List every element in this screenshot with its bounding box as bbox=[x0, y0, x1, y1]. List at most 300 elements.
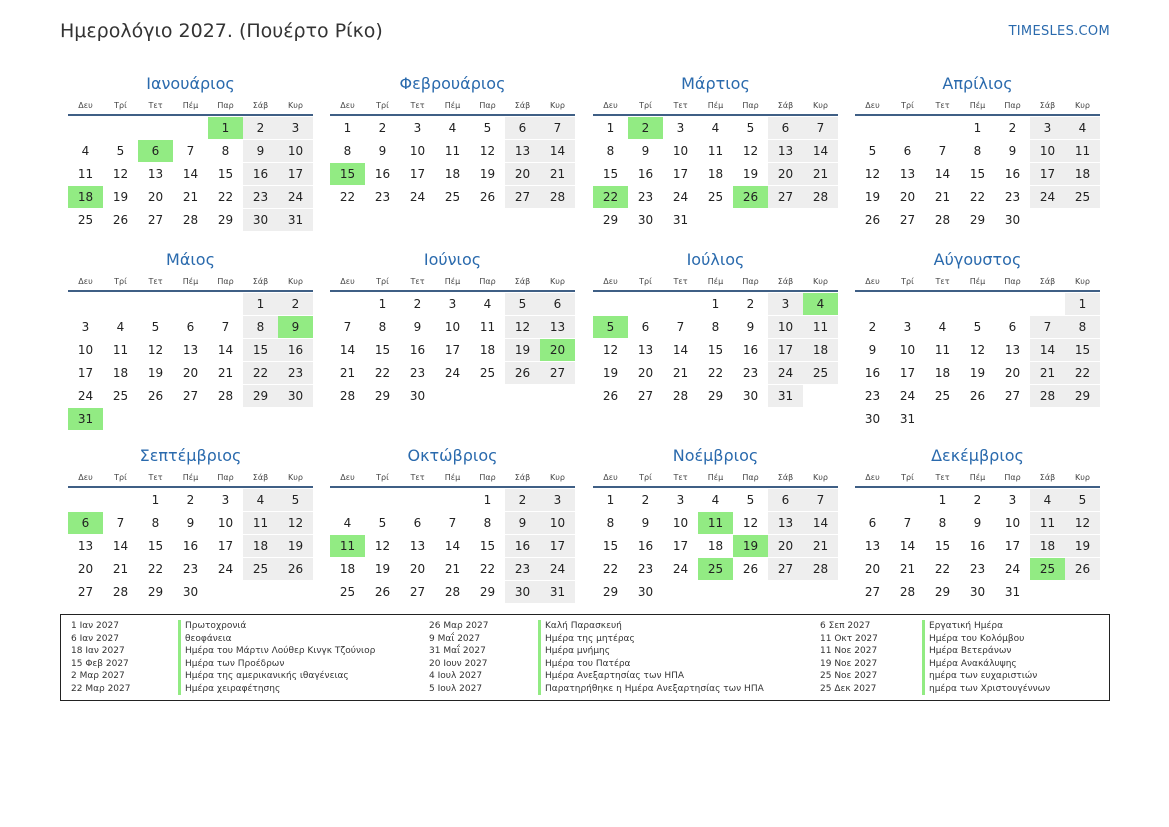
day-cell[interactable]: 29 bbox=[1065, 385, 1100, 407]
day-cell[interactable]: 20 bbox=[77, 562, 94, 576]
day-cell[interactable]: 8 bbox=[483, 516, 492, 530]
day-cell[interactable]: 15 bbox=[602, 167, 619, 181]
day-cell[interactable]: 1 bbox=[343, 121, 352, 135]
day-cell[interactable]: 20 bbox=[505, 163, 540, 185]
day-cell[interactable]: 28 bbox=[540, 186, 575, 208]
day-cell[interactable]: 13 bbox=[768, 512, 803, 534]
day-cell[interactable]: 23 bbox=[742, 366, 759, 380]
day-cell[interactable]: 5 bbox=[746, 121, 755, 135]
day-cell[interactable]: 27 bbox=[899, 213, 916, 227]
day-cell[interactable]: 12 bbox=[112, 167, 129, 181]
day-cell[interactable]: 16 bbox=[637, 167, 654, 181]
day-cell[interactable]: 12 bbox=[505, 316, 540, 338]
day-cell[interactable]: 21 bbox=[803, 535, 838, 557]
day-cell[interactable]: 2 bbox=[641, 493, 650, 507]
day-cell[interactable]: 26 bbox=[505, 362, 540, 384]
day-cell[interactable]: 7 bbox=[116, 516, 125, 530]
day-cell[interactable]: 1 bbox=[151, 493, 160, 507]
day-cell[interactable]: 15 bbox=[217, 167, 234, 181]
day-cell[interactable]: 20 bbox=[864, 562, 881, 576]
day-cell[interactable]: 19 bbox=[479, 167, 496, 181]
day-cell[interactable]: 12 bbox=[602, 343, 619, 357]
day-cell[interactable]: 30 bbox=[243, 209, 278, 231]
day-cell[interactable]: 5 bbox=[378, 516, 387, 530]
day-cell[interactable]: 2 bbox=[973, 493, 982, 507]
day-cell[interactable]: 22 bbox=[934, 562, 951, 576]
day-cell[interactable]: 4 bbox=[483, 297, 492, 311]
day-cell[interactable]: 14 bbox=[672, 343, 689, 357]
site-link[interactable]: TIMESLES.COM bbox=[1008, 24, 1110, 39]
day-cell[interactable]: 5 bbox=[278, 489, 313, 511]
day-cell[interactable]: 24 bbox=[77, 389, 94, 403]
day-cell[interactable]: 2 bbox=[243, 117, 278, 139]
day-cell[interactable]: 31 bbox=[278, 209, 313, 231]
day-cell[interactable]: 15 bbox=[330, 163, 365, 185]
day-cell[interactable]: 26 bbox=[969, 389, 986, 403]
day-cell[interactable]: 14 bbox=[112, 539, 129, 553]
day-cell[interactable]: 1 bbox=[938, 493, 947, 507]
day-cell[interactable]: 28 bbox=[112, 585, 129, 599]
day-cell[interactable]: 1 bbox=[483, 493, 492, 507]
day-cell[interactable]: 21 bbox=[899, 562, 916, 576]
day-cell[interactable]: 14 bbox=[803, 140, 838, 162]
day-cell[interactable]: 26 bbox=[733, 186, 768, 208]
day-cell[interactable]: 21 bbox=[672, 366, 689, 380]
day-cell[interactable]: 8 bbox=[606, 516, 615, 530]
day-cell[interactable]: 27 bbox=[637, 389, 654, 403]
day-cell[interactable]: 11 bbox=[112, 343, 129, 357]
day-cell[interactable]: 12 bbox=[479, 144, 496, 158]
day-cell[interactable]: 2 bbox=[278, 293, 313, 315]
day-cell[interactable]: 11 bbox=[1065, 140, 1100, 162]
day-cell[interactable]: 18 bbox=[444, 167, 461, 181]
day-cell[interactable]: 9 bbox=[641, 516, 650, 530]
day-cell[interactable]: 13 bbox=[182, 343, 199, 357]
day-cell[interactable]: 1 bbox=[243, 293, 278, 315]
day-cell[interactable]: 4 bbox=[711, 121, 720, 135]
day-cell[interactable]: 17 bbox=[77, 366, 94, 380]
day-cell[interactable]: 1 bbox=[711, 297, 720, 311]
day-cell[interactable]: 6 bbox=[138, 140, 173, 162]
day-cell[interactable]: 19 bbox=[147, 366, 164, 380]
day-cell[interactable]: 15 bbox=[243, 339, 278, 361]
day-cell[interactable]: 4 bbox=[1030, 489, 1065, 511]
day-cell[interactable]: 24 bbox=[899, 389, 916, 403]
day-cell[interactable]: 5 bbox=[1065, 489, 1100, 511]
day-cell[interactable]: 10 bbox=[278, 140, 313, 162]
day-cell[interactable]: 25 bbox=[444, 190, 461, 204]
day-cell[interactable]: 21 bbox=[1030, 362, 1065, 384]
day-cell[interactable]: 24 bbox=[672, 562, 689, 576]
day-cell[interactable]: 14 bbox=[1030, 339, 1065, 361]
day-cell[interactable]: 31 bbox=[899, 412, 916, 426]
day-cell[interactable]: 15 bbox=[602, 539, 619, 553]
day-cell[interactable]: 29 bbox=[217, 213, 234, 227]
day-cell[interactable]: 20 bbox=[768, 163, 803, 185]
day-cell[interactable]: 13 bbox=[864, 539, 881, 553]
day-cell[interactable]: 16 bbox=[409, 343, 426, 357]
day-cell[interactable]: 28 bbox=[182, 213, 199, 227]
day-cell[interactable]: 29 bbox=[602, 213, 619, 227]
day-cell[interactable]: 17 bbox=[217, 539, 234, 553]
day-cell[interactable]: 25 bbox=[1065, 186, 1100, 208]
day-cell[interactable]: 16 bbox=[864, 366, 881, 380]
day-cell[interactable]: 29 bbox=[243, 385, 278, 407]
day-cell[interactable]: 11 bbox=[803, 316, 838, 338]
day-cell[interactable]: 23 bbox=[505, 558, 540, 580]
day-cell[interactable]: 4 bbox=[243, 489, 278, 511]
day-cell[interactable]: 16 bbox=[637, 539, 654, 553]
day-cell[interactable]: 28 bbox=[803, 186, 838, 208]
day-cell[interactable]: 8 bbox=[606, 144, 615, 158]
day-cell[interactable]: 10 bbox=[409, 144, 426, 158]
day-cell[interactable]: 4 bbox=[116, 320, 125, 334]
day-cell[interactable]: 17 bbox=[672, 167, 689, 181]
day-cell[interactable]: 17 bbox=[1030, 163, 1065, 185]
day-cell[interactable]: 11 bbox=[330, 535, 365, 557]
day-cell[interactable]: 23 bbox=[278, 362, 313, 384]
day-cell[interactable]: 30 bbox=[864, 412, 881, 426]
day-cell[interactable]: 26 bbox=[602, 389, 619, 403]
day-cell[interactable]: 17 bbox=[409, 167, 426, 181]
day-cell[interactable]: 21 bbox=[803, 163, 838, 185]
day-cell[interactable]: 4 bbox=[1065, 117, 1100, 139]
day-cell[interactable]: 23 bbox=[864, 389, 881, 403]
day-cell[interactable]: 6 bbox=[186, 320, 195, 334]
day-cell[interactable]: 13 bbox=[147, 167, 164, 181]
day-cell[interactable]: 1 bbox=[378, 297, 387, 311]
day-cell[interactable]: 27 bbox=[409, 585, 426, 599]
day-cell[interactable]: 23 bbox=[637, 562, 654, 576]
day-cell[interactable]: 18 bbox=[1030, 535, 1065, 557]
day-cell[interactable]: 23 bbox=[243, 186, 278, 208]
day-cell[interactable]: 7 bbox=[676, 320, 685, 334]
day-cell[interactable]: 25 bbox=[698, 558, 733, 580]
day-cell[interactable]: 14 bbox=[540, 140, 575, 162]
day-cell[interactable]: 5 bbox=[593, 316, 628, 338]
day-cell[interactable]: 3 bbox=[413, 121, 422, 135]
day-cell[interactable]: 8 bbox=[221, 144, 230, 158]
day-cell[interactable]: 7 bbox=[903, 516, 912, 530]
day-cell[interactable]: 28 bbox=[217, 389, 234, 403]
day-cell[interactable]: 3 bbox=[81, 320, 90, 334]
day-cell[interactable]: 6 bbox=[768, 489, 803, 511]
day-cell[interactable]: 6 bbox=[641, 320, 650, 334]
day-cell[interactable]: 22 bbox=[147, 562, 164, 576]
day-cell[interactable]: 11 bbox=[934, 343, 951, 357]
day-cell[interactable]: 30 bbox=[969, 585, 986, 599]
day-cell[interactable]: 4 bbox=[803, 293, 838, 315]
day-cell[interactable]: 3 bbox=[768, 293, 803, 315]
day-cell[interactable]: 16 bbox=[1004, 167, 1021, 181]
day-cell[interactable]: 9 bbox=[378, 144, 387, 158]
day-cell[interactable]: 23 bbox=[374, 190, 391, 204]
day-cell[interactable]: 3 bbox=[1008, 493, 1017, 507]
day-cell[interactable]: 22 bbox=[1065, 362, 1100, 384]
day-cell[interactable]: 27 bbox=[540, 362, 575, 384]
day-cell[interactable]: 9 bbox=[868, 343, 877, 357]
day-cell[interactable]: 16 bbox=[182, 539, 199, 553]
day-cell[interactable]: 2 bbox=[186, 493, 195, 507]
day-cell[interactable]: 7 bbox=[448, 516, 457, 530]
day-cell[interactable]: 31 bbox=[68, 408, 103, 430]
day-cell[interactable]: 24 bbox=[540, 558, 575, 580]
day-cell[interactable]: 11 bbox=[77, 167, 94, 181]
day-cell[interactable]: 16 bbox=[969, 539, 986, 553]
day-cell[interactable]: 8 bbox=[973, 144, 982, 158]
day-cell[interactable]: 8 bbox=[243, 316, 278, 338]
day-cell[interactable]: 5 bbox=[483, 121, 492, 135]
day-cell[interactable]: 17 bbox=[768, 339, 803, 361]
day-cell[interactable]: 10 bbox=[768, 316, 803, 338]
day-cell[interactable]: 6 bbox=[868, 516, 877, 530]
day-cell[interactable]: 7 bbox=[343, 320, 352, 334]
day-cell[interactable]: 11 bbox=[243, 512, 278, 534]
day-cell[interactable]: 25 bbox=[803, 362, 838, 384]
day-cell[interactable]: 12 bbox=[742, 144, 759, 158]
day-cell[interactable]: 19 bbox=[864, 190, 881, 204]
day-cell[interactable]: 23 bbox=[182, 562, 199, 576]
day-cell[interactable]: 17 bbox=[899, 366, 916, 380]
day-cell[interactable]: 10 bbox=[77, 343, 94, 357]
day-cell[interactable]: 9 bbox=[186, 516, 195, 530]
day-cell[interactable]: 31 bbox=[768, 385, 803, 407]
day-cell[interactable]: 17 bbox=[540, 535, 575, 557]
day-cell[interactable]: 10 bbox=[899, 343, 916, 357]
day-cell[interactable]: 30 bbox=[742, 389, 759, 403]
day-cell[interactable]: 22 bbox=[339, 190, 356, 204]
day-cell[interactable]: 15 bbox=[147, 539, 164, 553]
day-cell[interactable]: 24 bbox=[1030, 186, 1065, 208]
day-cell[interactable]: 12 bbox=[969, 343, 986, 357]
day-cell[interactable]: 27 bbox=[1004, 389, 1021, 403]
day-cell[interactable]: 25 bbox=[1030, 558, 1065, 580]
day-cell[interactable]: 14 bbox=[934, 167, 951, 181]
day-cell[interactable]: 26 bbox=[112, 213, 129, 227]
day-cell[interactable]: 4 bbox=[81, 144, 90, 158]
day-cell[interactable]: 9 bbox=[243, 140, 278, 162]
day-cell[interactable]: 13 bbox=[505, 140, 540, 162]
day-cell[interactable]: 21 bbox=[540, 163, 575, 185]
day-cell[interactable]: 10 bbox=[672, 516, 689, 530]
day-cell[interactable]: 24 bbox=[217, 562, 234, 576]
day-cell[interactable]: 18 bbox=[112, 366, 129, 380]
day-cell[interactable]: 27 bbox=[768, 186, 803, 208]
day-cell[interactable]: 17 bbox=[278, 163, 313, 185]
day-cell[interactable]: 9 bbox=[278, 316, 313, 338]
day-cell[interactable]: 7 bbox=[221, 320, 230, 334]
day-cell[interactable]: 19 bbox=[733, 535, 768, 557]
day-cell[interactable]: 27 bbox=[505, 186, 540, 208]
day-cell[interactable]: 7 bbox=[1030, 316, 1065, 338]
day-cell[interactable]: 7 bbox=[540, 117, 575, 139]
day-cell[interactable]: 15 bbox=[707, 343, 724, 357]
day-cell[interactable]: 23 bbox=[637, 190, 654, 204]
day-cell[interactable]: 24 bbox=[768, 362, 803, 384]
day-cell[interactable]: 13 bbox=[409, 539, 426, 553]
day-cell[interactable]: 30 bbox=[637, 585, 654, 599]
day-cell[interactable]: 18 bbox=[68, 186, 103, 208]
day-cell[interactable]: 9 bbox=[413, 320, 422, 334]
day-cell[interactable]: 13 bbox=[77, 539, 94, 553]
day-cell[interactable]: 28 bbox=[1030, 385, 1065, 407]
day-cell[interactable]: 31 bbox=[1004, 585, 1021, 599]
day-cell[interactable]: 16 bbox=[505, 535, 540, 557]
day-cell[interactable]: 26 bbox=[278, 558, 313, 580]
day-cell[interactable]: 3 bbox=[903, 320, 912, 334]
day-cell[interactable]: 21 bbox=[112, 562, 129, 576]
day-cell[interactable]: 29 bbox=[147, 585, 164, 599]
day-cell[interactable]: 26 bbox=[864, 213, 881, 227]
day-cell[interactable]: 20 bbox=[540, 339, 575, 361]
day-cell[interactable]: 19 bbox=[374, 562, 391, 576]
day-cell[interactable]: 19 bbox=[602, 366, 619, 380]
day-cell[interactable]: 5 bbox=[868, 144, 877, 158]
day-cell[interactable]: 24 bbox=[672, 190, 689, 204]
day-cell[interactable]: 29 bbox=[479, 585, 496, 599]
day-cell[interactable]: 30 bbox=[505, 581, 540, 603]
day-cell[interactable]: 8 bbox=[711, 320, 720, 334]
day-cell[interactable]: 25 bbox=[243, 558, 278, 580]
day-cell[interactable]: 7 bbox=[938, 144, 947, 158]
day-cell[interactable]: 6 bbox=[903, 144, 912, 158]
day-cell[interactable]: 16 bbox=[374, 167, 391, 181]
day-cell[interactable]: 23 bbox=[969, 562, 986, 576]
day-cell[interactable]: 21 bbox=[339, 366, 356, 380]
day-cell[interactable]: 18 bbox=[243, 535, 278, 557]
day-cell[interactable]: 27 bbox=[768, 558, 803, 580]
day-cell[interactable]: 3 bbox=[1030, 117, 1065, 139]
day-cell[interactable]: 25 bbox=[77, 213, 94, 227]
day-cell[interactable]: 22 bbox=[707, 366, 724, 380]
day-cell[interactable]: 22 bbox=[243, 362, 278, 384]
day-cell[interactable]: 5 bbox=[151, 320, 160, 334]
day-cell[interactable]: 24 bbox=[409, 190, 426, 204]
day-cell[interactable]: 8 bbox=[1065, 316, 1100, 338]
day-cell[interactable]: 19 bbox=[969, 366, 986, 380]
day-cell[interactable]: 26 bbox=[742, 562, 759, 576]
day-cell[interactable]: 19 bbox=[742, 167, 759, 181]
day-cell[interactable]: 20 bbox=[1004, 366, 1021, 380]
day-cell[interactable]: 18 bbox=[707, 167, 724, 181]
day-cell[interactable]: 17 bbox=[672, 539, 689, 553]
day-cell[interactable]: 3 bbox=[676, 493, 685, 507]
day-cell[interactable]: 19 bbox=[505, 339, 540, 361]
day-cell[interactable]: 28 bbox=[934, 213, 951, 227]
day-cell[interactable]: 3 bbox=[278, 117, 313, 139]
day-cell[interactable]: 10 bbox=[444, 320, 461, 334]
day-cell[interactable]: 30 bbox=[637, 213, 654, 227]
day-cell[interactable]: 31 bbox=[540, 581, 575, 603]
day-cell[interactable]: 7 bbox=[186, 144, 195, 158]
day-cell[interactable]: 24 bbox=[1004, 562, 1021, 576]
day-cell[interactable]: 2 bbox=[746, 297, 755, 311]
day-cell[interactable]: 22 bbox=[602, 562, 619, 576]
day-cell[interactable]: 2 bbox=[628, 117, 663, 139]
day-cell[interactable]: 1 bbox=[606, 493, 615, 507]
day-cell[interactable]: 20 bbox=[637, 366, 654, 380]
day-cell[interactable]: 27 bbox=[77, 585, 94, 599]
day-cell[interactable]: 12 bbox=[147, 343, 164, 357]
day-cell[interactable]: 1 bbox=[973, 121, 982, 135]
day-cell[interactable]: 31 bbox=[672, 213, 689, 227]
day-cell[interactable]: 3 bbox=[540, 489, 575, 511]
day-cell[interactable]: 5 bbox=[116, 144, 125, 158]
day-cell[interactable]: 2 bbox=[505, 489, 540, 511]
day-cell[interactable]: 29 bbox=[707, 389, 724, 403]
day-cell[interactable]: 7 bbox=[803, 117, 838, 139]
day-cell[interactable]: 6 bbox=[505, 117, 540, 139]
day-cell[interactable]: 20 bbox=[182, 366, 199, 380]
day-cell[interactable]: 20 bbox=[409, 562, 426, 576]
day-cell[interactable]: 15 bbox=[934, 539, 951, 553]
day-cell[interactable]: 22 bbox=[593, 186, 628, 208]
day-cell[interactable]: 3 bbox=[221, 493, 230, 507]
day-cell[interactable]: 9 bbox=[505, 512, 540, 534]
day-cell[interactable]: 12 bbox=[742, 516, 759, 530]
day-cell[interactable]: 18 bbox=[339, 562, 356, 576]
day-cell[interactable]: 18 bbox=[934, 366, 951, 380]
day-cell[interactable]: 26 bbox=[147, 389, 164, 403]
day-cell[interactable]: 27 bbox=[147, 213, 164, 227]
day-cell[interactable]: 24 bbox=[278, 186, 313, 208]
day-cell[interactable]: 9 bbox=[641, 144, 650, 158]
day-cell[interactable]: 29 bbox=[602, 585, 619, 599]
day-cell[interactable]: 17 bbox=[444, 343, 461, 357]
day-cell[interactable]: 21 bbox=[444, 562, 461, 576]
day-cell[interactable]: 23 bbox=[409, 366, 426, 380]
day-cell[interactable]: 18 bbox=[479, 343, 496, 357]
day-cell[interactable]: 6 bbox=[768, 117, 803, 139]
day-cell[interactable]: 21 bbox=[217, 366, 234, 380]
day-cell[interactable]: 21 bbox=[182, 190, 199, 204]
day-cell[interactable]: 10 bbox=[1004, 516, 1021, 530]
day-cell[interactable]: 19 bbox=[278, 535, 313, 557]
day-cell[interactable]: 4 bbox=[343, 516, 352, 530]
day-cell[interactable]: 6 bbox=[1008, 320, 1017, 334]
day-cell[interactable]: 20 bbox=[147, 190, 164, 204]
day-cell[interactable]: 13 bbox=[768, 140, 803, 162]
day-cell[interactable]: 28 bbox=[339, 389, 356, 403]
day-cell[interactable]: 23 bbox=[1004, 190, 1021, 204]
day-cell[interactable]: 5 bbox=[746, 493, 755, 507]
day-cell[interactable]: 6 bbox=[68, 512, 103, 534]
day-cell[interactable]: 26 bbox=[1065, 558, 1100, 580]
day-cell[interactable]: 25 bbox=[707, 190, 724, 204]
day-cell[interactable]: 1 bbox=[1065, 293, 1100, 315]
day-cell[interactable]: 27 bbox=[182, 389, 199, 403]
day-cell[interactable]: 30 bbox=[1004, 213, 1021, 227]
day-cell[interactable]: 10 bbox=[672, 144, 689, 158]
day-cell[interactable]: 8 bbox=[378, 320, 387, 334]
day-cell[interactable]: 24 bbox=[444, 366, 461, 380]
day-cell[interactable]: 13 bbox=[1004, 343, 1021, 357]
day-cell[interactable]: 8 bbox=[343, 144, 352, 158]
day-cell[interactable]: 30 bbox=[278, 385, 313, 407]
day-cell[interactable]: 18 bbox=[707, 539, 724, 553]
day-cell[interactable]: 6 bbox=[413, 516, 422, 530]
day-cell[interactable]: 11 bbox=[444, 144, 461, 158]
day-cell[interactable]: 11 bbox=[479, 320, 496, 334]
day-cell[interactable]: 16 bbox=[742, 343, 759, 357]
day-cell[interactable]: 22 bbox=[969, 190, 986, 204]
day-cell[interactable]: 18 bbox=[803, 339, 838, 361]
day-cell[interactable]: 3 bbox=[448, 297, 457, 311]
day-cell[interactable]: 7 bbox=[803, 489, 838, 511]
day-cell[interactable]: 12 bbox=[374, 539, 391, 553]
day-cell[interactable]: 2 bbox=[1008, 121, 1017, 135]
day-cell[interactable]: 20 bbox=[899, 190, 916, 204]
